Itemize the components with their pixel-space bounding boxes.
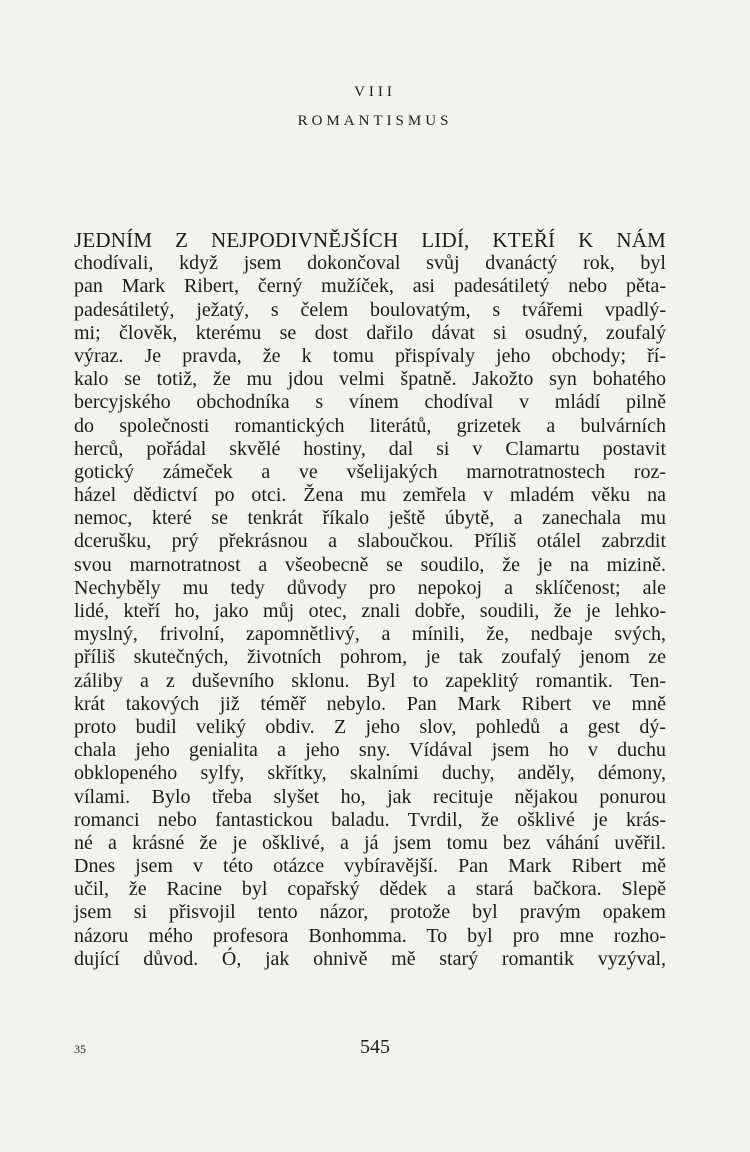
body-line: záliby a z duševního sklonu. Byl to zapeklitý romantik. Ten- bbox=[74, 669, 666, 692]
body-line: Nechyběly mu tedy důvody pro nepokoj a sklíčenost; ale bbox=[74, 576, 666, 599]
body-line: svou marnotratnost a všeobecně se soudilo, že je na mizině. bbox=[74, 553, 666, 576]
body-line: výraz. Je pravda, že k tomu přispívaly jeho obchody; ří- bbox=[74, 344, 666, 367]
body-line: názoru mého profesora Bonhomma. To byl pro mne rozho- bbox=[74, 924, 666, 947]
body-line: JEDNÍM Z NEJPODIVNĚJŠÍCH LIDÍ, KTEŘÍ K NÁM bbox=[74, 228, 666, 252]
body-line: herců, pořádal skvělé hostiny, dal si v Clamartu postavit bbox=[74, 437, 666, 460]
body-line: mi; člověk, kterému se dost dařilo dávat si osudný, zoufalý bbox=[74, 321, 666, 344]
body-line: Dnes jsem v této otázce vybíravější. Pan Mark Ribert mě bbox=[74, 855, 666, 878]
body-line: krát takových již téměř nebylo. Pan Mark Ribert ve mně bbox=[74, 692, 666, 715]
body-line: do společnosti romantických literátů, grizetek a bulvárních bbox=[74, 414, 666, 437]
body-line: dující důvod. Ó, jak ohnivě mě starý romantik vyzýval, bbox=[74, 947, 666, 970]
chapter-number: VIII bbox=[354, 84, 396, 100]
body-line: gotický zámeček a ve všelijakých marnotratnostech roz- bbox=[74, 460, 666, 483]
body-line: házel dědictví po otci. Žena mu zemřela v mladém věku na bbox=[74, 484, 666, 507]
body-line: proto budil veliký obdiv. Z jeho slov, pohledů a gest dý- bbox=[74, 715, 666, 738]
body-line: nemoc, které se tenkrát říkalo ještě úbytě, a zanechala mu bbox=[74, 507, 666, 530]
chapter-title: ROMANTISMUS bbox=[297, 113, 453, 129]
printer-signature: 35 bbox=[74, 1042, 86, 1056]
body-line: kalo se totiž, že mu jdou velmi špatně. Jakožto syn bohatého bbox=[74, 368, 666, 391]
body-line: né a krásné že je ošklivé, a já jsem tomu bez váhání uvěřil. bbox=[74, 831, 666, 854]
body-line: obklopeného sylfy, skřítky, skalními duchy, anděly, démony, bbox=[74, 762, 666, 785]
body-line: bercyjského obchodníka s vínem chodíval v mládí pilně bbox=[74, 391, 666, 414]
body-line: vílami. Bylo třeba slyšet ho, jak recituje nějakou ponurou bbox=[74, 785, 666, 808]
body-line: dcerušku, prý překrásnou a slaboučkou. Příliš otálel zabrzdit bbox=[74, 530, 666, 553]
body-line: příliš skutečných, životních pohrom, je tak zoufalý jenom ze bbox=[74, 646, 666, 669]
body-text bbox=[74, 229, 666, 971]
body-line: lidé, kteří ho, jako můj otec, znali dobře, soudili, že je lehko- bbox=[74, 600, 666, 622]
body-line: chodívali, když jsem dokončoval svůj dvanáctý rok, byl bbox=[74, 252, 666, 275]
body-line: romanci nebo fantastickou baladu. Tvrdil, že ošklivé je krás- bbox=[74, 808, 666, 831]
body-line: chala jeho genialita a jeho sny. Vídával jsem ho v duchu bbox=[74, 739, 666, 762]
body-line: myslný, frivolní, zapomnětlivý, a mínili, že, nedbaje svých, bbox=[74, 623, 666, 646]
page-number: 545 bbox=[360, 1036, 390, 1058]
body-line: padesátiletý, ježatý, s čelem boulovatým, s tvářemi vpadlý- bbox=[74, 298, 666, 321]
body-line: pan Mark Ribert, černý mužíček, asi padesátiletý nebo pěta- bbox=[74, 275, 666, 298]
body-line: jsem si přisvojil tento názor, protože byl pravým opakem bbox=[74, 901, 666, 924]
body-line: učil, že Racine byl copařský dědek a stará bačkora. Slepě bbox=[74, 878, 666, 901]
